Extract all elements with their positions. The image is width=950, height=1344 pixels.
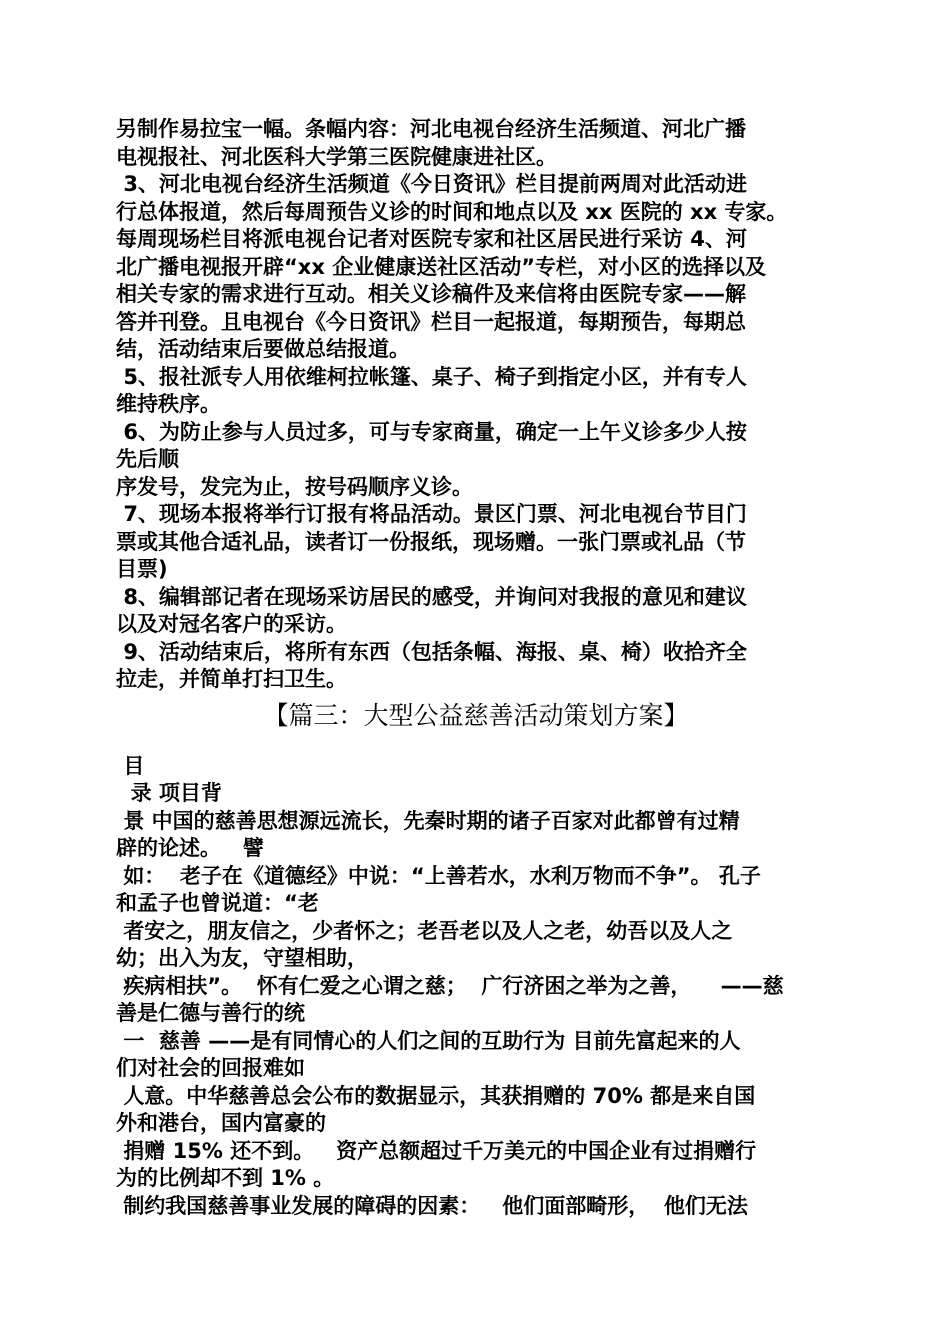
paragraph-item-6: 6、为防止参与人员过多，可与专家商量，确定一上午义诊多少人按 先后顺 序发号，发完为止，按号码顺序义诊。	[116, 419, 747, 499]
paragraph-item-9: 9、活动结束后，将所有东西（包括条幅、海报、桌、椅）收拾齐全 拉走，并简单打扫卫生。	[116, 639, 747, 691]
document-body	[116, 116, 836, 1220]
paragraph-item-8: 8、编辑部记者在现场采访居民的感受，并询问对我报的意见和建议 以及对冠名客户的采访。	[116, 584, 747, 636]
paragraph-item-7: 7、现场本报将举行订报有将品活动。景区门票、河北电视台节目门 票或其他合适礼品，读者订一份报纸，现场赠。一张门票或礼品（节 目票)	[116, 502, 747, 581]
paragraph-banner-content: 另制作易拉宝一幅。条幅内容：河北电视台经济生活频道、河北广播 电视报社、河北医科大学第三医院健康进社区。	[116, 117, 746, 169]
paragraph-item-3: 3、河北电视台经济生活频道《今日资讯》栏目提前两周对此活动进 行总体报道，然后每周预告义诊的时间和地点以及 xx 医院的 xx 专家。 每周现场栏目将派电视台记者对医院专家和社区居民进行采访 4、河 北广播电视报开辟“xx 企业健康送社区活动”专栏，对小区的选择以及 相关专家的需求进行互动。相关义诊稿件及来信将由医院专家——解 答并刊登。且电视台《今日资讯》栏目一起报道，每期预告，每期总 结，活动结束后要做总结报道。	[116, 172, 788, 361]
paragraph-project-background: 目 录 项目背 景 中国的慈善思想源远流长，先秦时期的诸子百家对此都曾有过精 辟的论述。 譬 如： 老子在《道德经》中说：“上善若水，水利万物而不争”。 孔子 和孟子也曾说道：“老 者安之，朋友信之，少者怀之；老吾老以及人之老，幼吾以及人之 幼；出入为友，守望相助， 疾病相扶”。 怀有仁爱之心谓之慈； 广行济困之举为之善， ——慈 善是仁德与善行的统 一 慈善 ——是有同情心的人们之间的互助行为 目前先富起来的人 们对社会的回报难如 人意。中华慈善总会公布的数据显示，其获捐赠的 70% 都是来自国 外和港台，国内富豪的 捐赠 15% 还不到。 资产总额超过千万美元的中国企业有过捐赠行 为的比例却不到 1% 。 制约我国慈善事业发展的障碍的因素： 他们面部畸形， 他们无法	[116, 753, 784, 1218]
spacer	[116, 743, 836, 753]
paragraph-item-5: 5、报社派专人用依维柯拉帐篷、桌子、椅子到指定小区，并有专人 维持秩序。	[116, 364, 747, 416]
section-heading: 【篇三：大型公益慈善活动策划方案】	[263, 700, 689, 730]
